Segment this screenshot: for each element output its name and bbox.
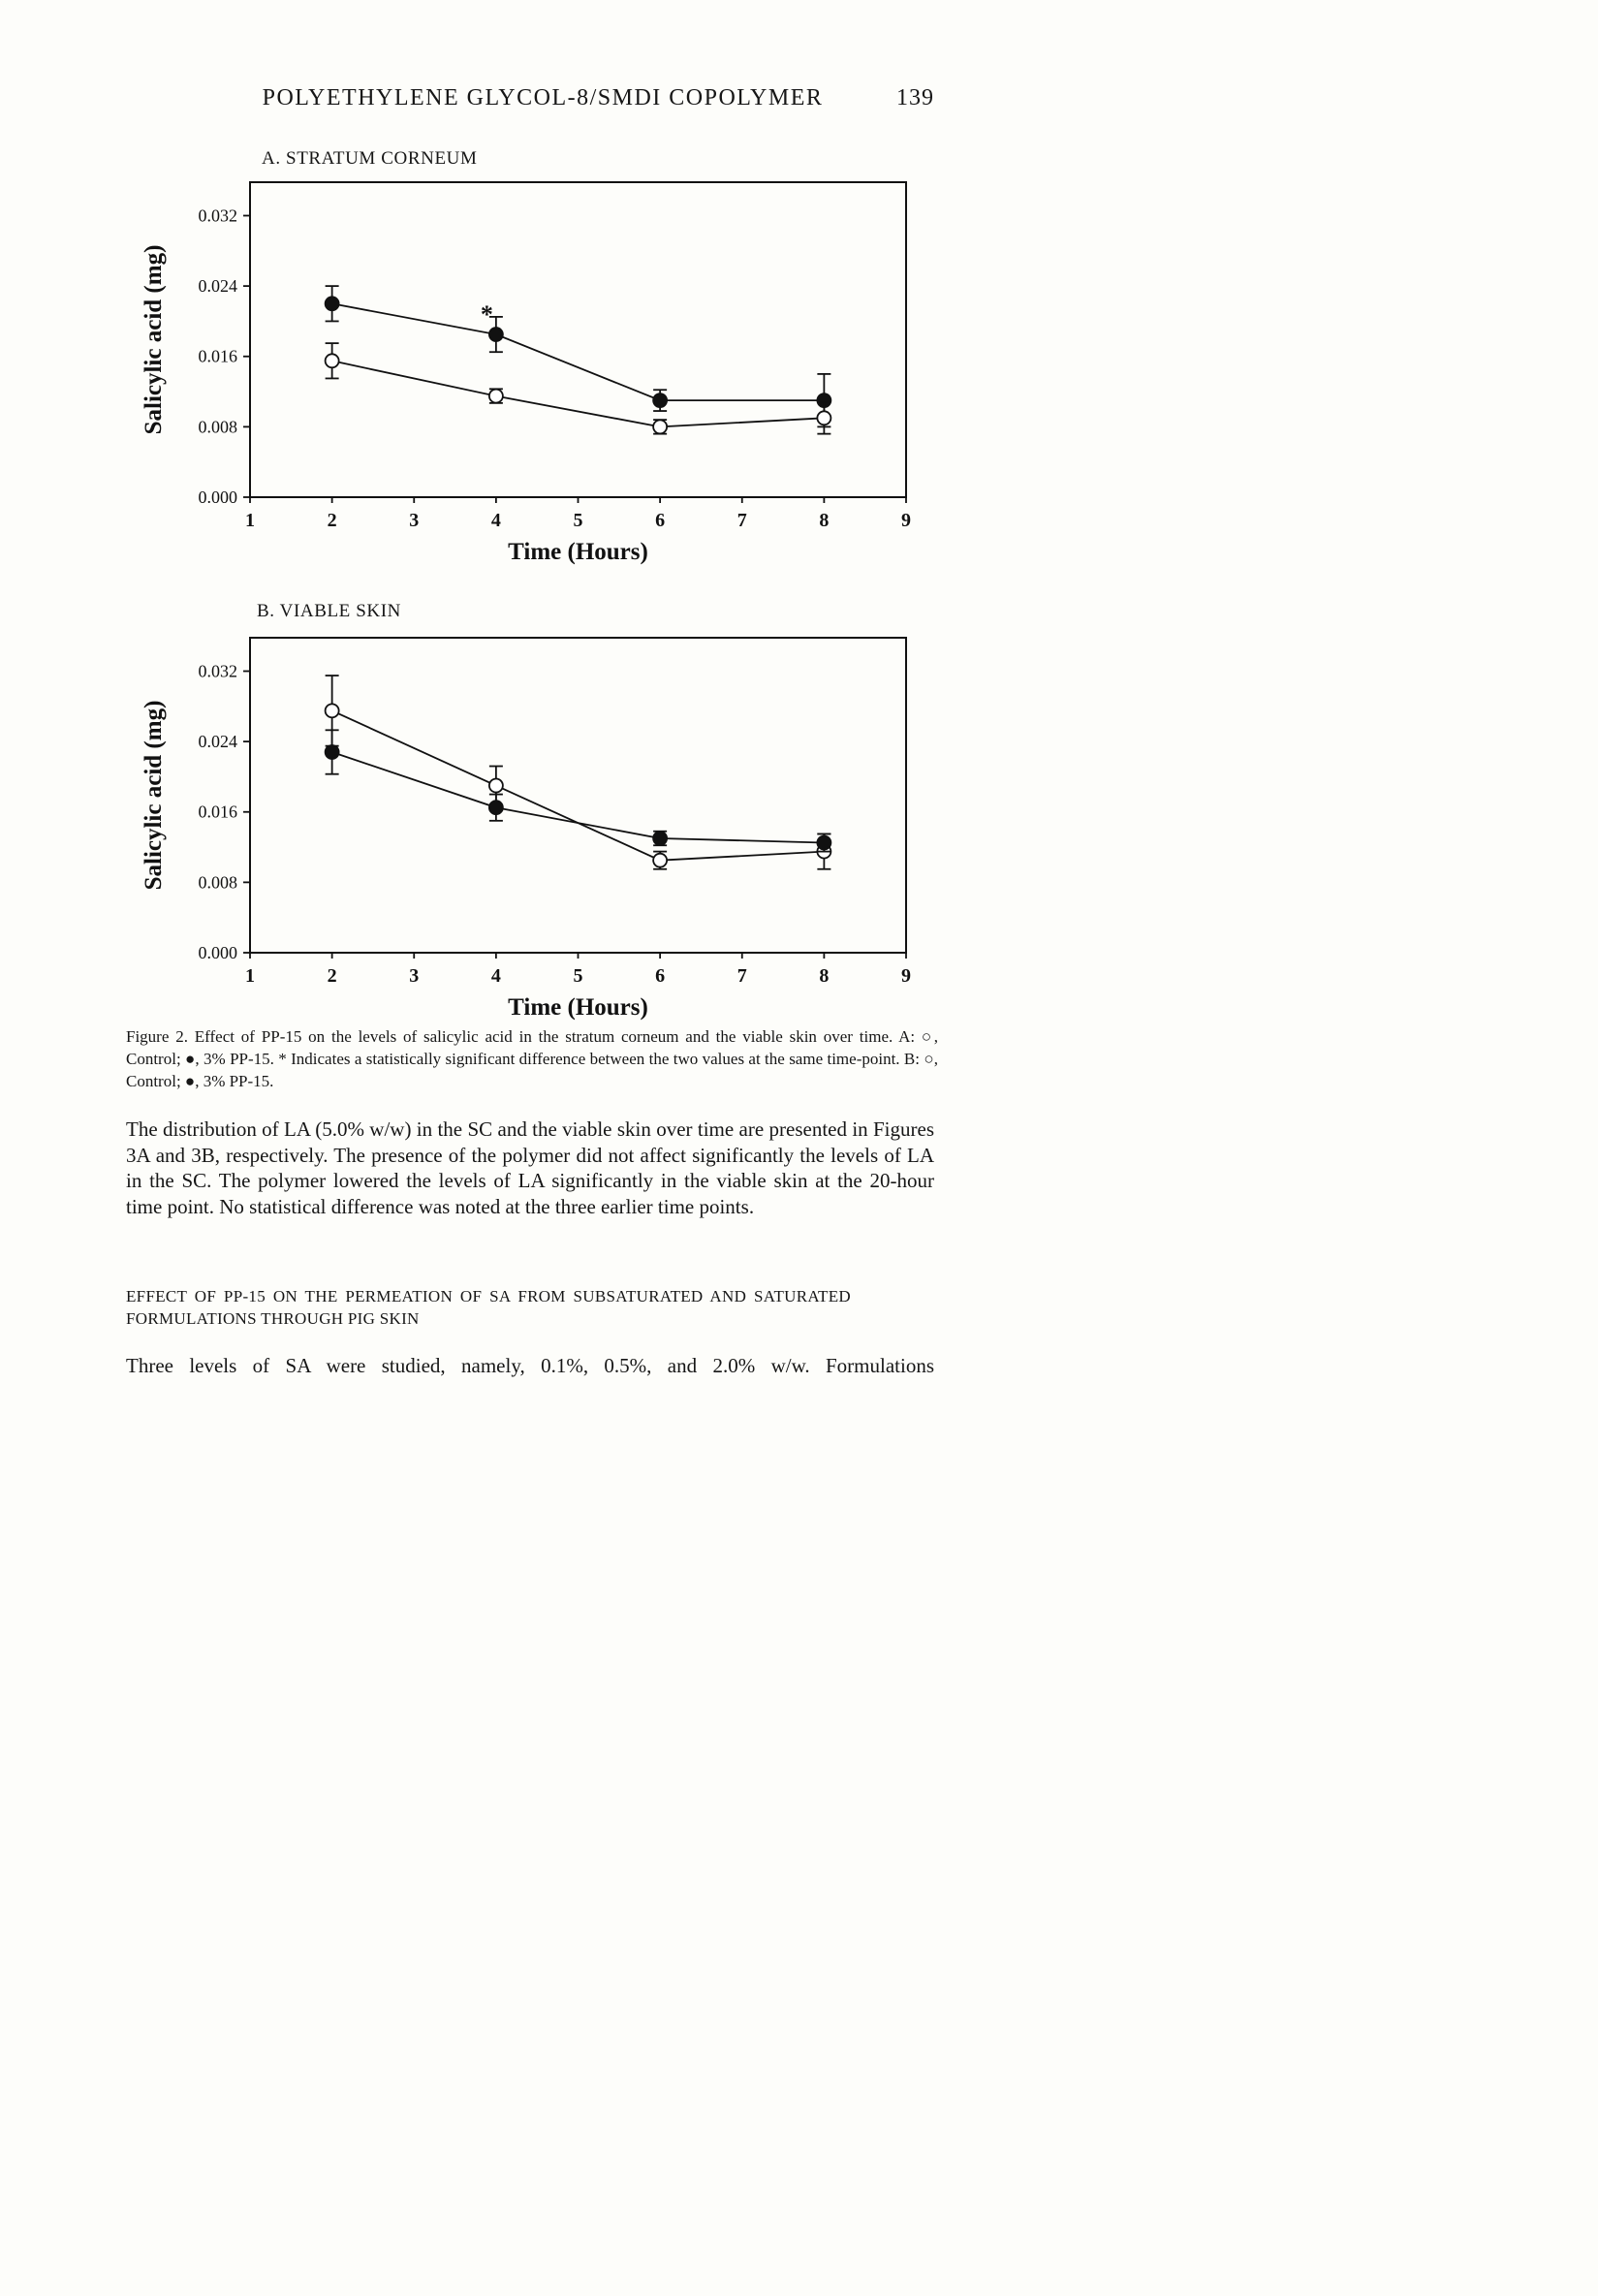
svg-text:7: 7 bbox=[736, 510, 747, 531]
svg-text:9: 9 bbox=[901, 965, 911, 987]
section-heading: EFFECT OF PP-15 ON THE PERMEATION OF SA FROM SUBSATURATED AND SATURATED FORMULATIONS THROUGH PIG SKIN bbox=[126, 1287, 851, 1328]
figure-2-caption-label: Figure 2. bbox=[126, 1027, 188, 1046]
svg-text:Salicylic acid (mg): Salicylic acid (mg) bbox=[141, 244, 167, 435]
svg-text:2: 2 bbox=[327, 965, 337, 987]
svg-text:Time (Hours): Time (Hours) bbox=[508, 539, 648, 565]
figure-2-caption bbox=[126, 1025, 938, 1092]
svg-text:0.008: 0.008 bbox=[198, 417, 237, 437]
svg-text:2: 2 bbox=[327, 510, 337, 531]
svg-text:8: 8 bbox=[819, 510, 830, 531]
svg-text:6: 6 bbox=[655, 965, 666, 987]
page-number: 139 bbox=[896, 85, 934, 110]
svg-text:0.032: 0.032 bbox=[198, 661, 237, 681]
svg-text:6: 6 bbox=[655, 510, 666, 531]
figure-2b-title: B. VIABLE SKIN bbox=[257, 601, 401, 621]
svg-text:5: 5 bbox=[573, 965, 583, 987]
svg-text:3: 3 bbox=[409, 510, 420, 531]
figure-2a-chart bbox=[102, 174, 925, 572]
svg-text:0.016: 0.016 bbox=[198, 802, 237, 822]
svg-text:9: 9 bbox=[901, 510, 911, 531]
svg-text:4: 4 bbox=[490, 965, 501, 987]
svg-text:0.008: 0.008 bbox=[198, 872, 237, 893]
body-paragraph-1: The distribution of LA (5.0% w/w) in the SC and the viable skin over time are presented in Figures 3A and 3B, respectively. The presence of the polymer did not affect significantly the levels of LA in the SC. The polymer lowered the levels of LA significantly in the viable skin at the 20-hour time point. No statistical difference was noted at the three earlier time points. bbox=[126, 1117, 934, 1218]
svg-text:4: 4 bbox=[490, 510, 501, 531]
body-paragraph-2: Three levels of SA were studied, namely, 0.1%, 0.5%, and 2.0% w/w. Formulations bbox=[126, 1354, 934, 1377]
running-title: POLYETHYLENE GLYCOL-8/SMDI COPOLYMER bbox=[262, 85, 824, 110]
svg-text:1: 1 bbox=[245, 965, 255, 987]
svg-text:8: 8 bbox=[819, 965, 830, 987]
figure-2-caption-text: Effect of PP-15 on the levels of salicylic acid in the stratum corneum and the viable skin over time. A: ○, Control; ●, 3% PP-15. * Indicates a statistically significant difference between the two values at the same time-point. B: ○, Control; ●, 3% PP-15. bbox=[126, 1027, 939, 1090]
svg-text:Time (Hours): Time (Hours) bbox=[508, 994, 648, 1021]
svg-text:0.024: 0.024 bbox=[198, 732, 237, 752]
svg-text:0.016: 0.016 bbox=[198, 346, 237, 366]
svg-text:3: 3 bbox=[409, 965, 420, 987]
figure-2a-title: A. STRATUM CORNEUM bbox=[262, 148, 478, 169]
svg-text:0.024: 0.024 bbox=[198, 276, 237, 297]
svg-text:Salicylic acid (mg): Salicylic acid (mg) bbox=[141, 700, 167, 891]
svg-text:7: 7 bbox=[736, 965, 747, 987]
svg-text:0.000: 0.000 bbox=[198, 488, 237, 507]
svg-text:0.000: 0.000 bbox=[198, 943, 237, 962]
svg-text:5: 5 bbox=[573, 510, 583, 531]
svg-text:1: 1 bbox=[245, 510, 255, 531]
svg-text:*: * bbox=[480, 300, 493, 330]
svg-text:0.032: 0.032 bbox=[198, 205, 237, 226]
figure-2b-chart bbox=[102, 630, 925, 1027]
